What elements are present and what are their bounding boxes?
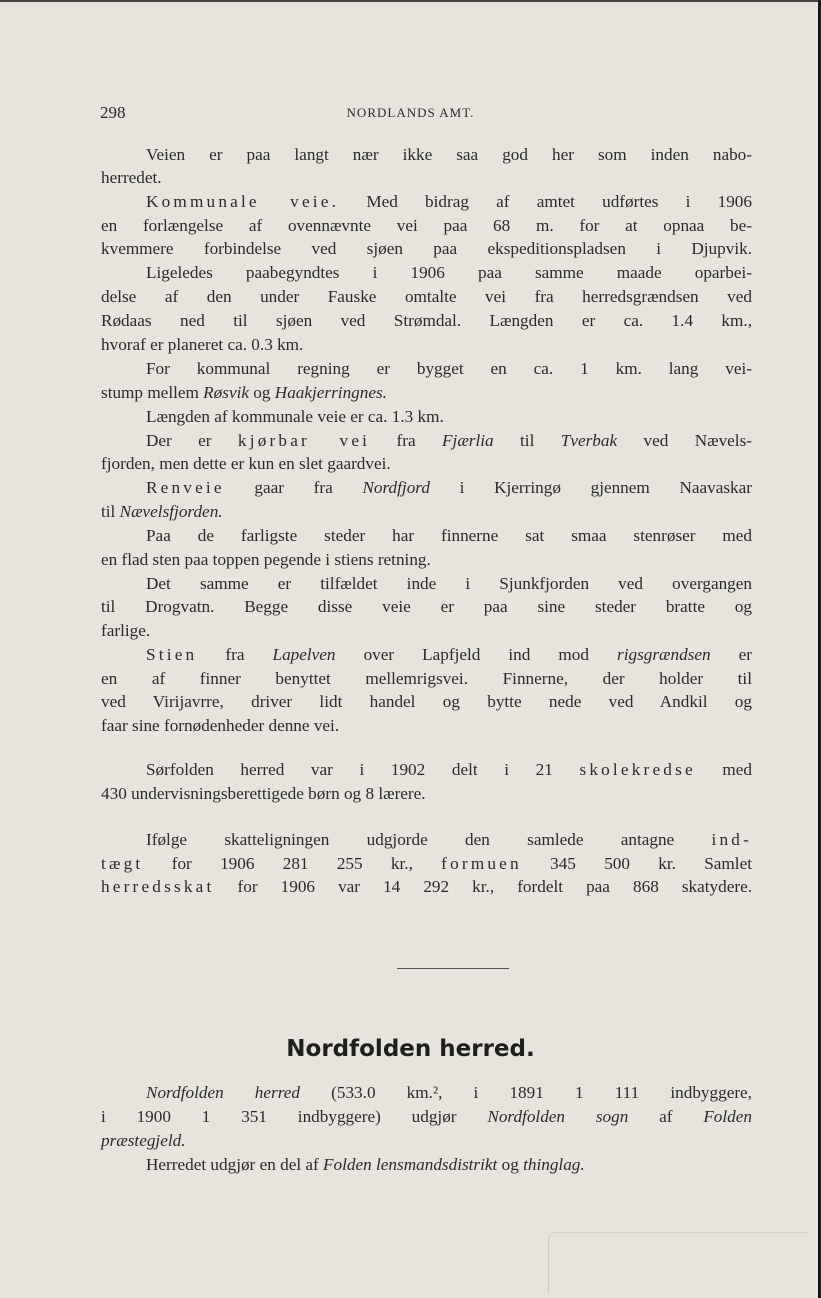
text-line (146, 573, 752, 595)
text-segment: og (249, 383, 275, 402)
text-segment: Herredet udgjør en del af (146, 1155, 324, 1174)
text-segment: herredet. (101, 168, 162, 187)
text-segment: kvemmere forbindelse ved sjøen paa ekspeditionspladsen i Djupvik. (101, 239, 752, 258)
text-segment: gaar fra (224, 478, 363, 497)
italic-text: Folden (703, 1107, 752, 1126)
text-segment: 345 500 kr. Samlet (521, 854, 752, 873)
text-line (146, 406, 752, 428)
text-line (101, 691, 752, 713)
text-segment: Ligeledes paabegyndtes i 1906 paa samme maade oparbei- (146, 263, 752, 282)
text-line (146, 1082, 752, 1104)
italic-text: Haakjerringnes. (274, 383, 387, 402)
text-segment: Det samme er tilfældet inde i Sjunkfjorden ved overgangen (146, 574, 752, 593)
text-line (101, 310, 752, 332)
spaced-emphasis-text: herredsskat (101, 877, 215, 896)
spaced-emphasis-text: Stien (146, 645, 198, 664)
text-line (146, 644, 752, 666)
text-segment: til Drogvatn. Begge disse veie er paa sine steder bratte og (101, 597, 752, 616)
text-segment: For kommunal regning er bygget en ca. 1 km. lang vei- (146, 359, 752, 378)
text-segment: for 1906 var 14 292 kr., fordelt paa 868 skatydere. (214, 877, 752, 896)
text-line (146, 477, 752, 499)
section-heading: Nordfolden herred. (286, 1036, 535, 1062)
text-segment: over Lapfjeld ind mod (335, 645, 618, 664)
text-line (101, 549, 752, 571)
text-segment: og (497, 1155, 524, 1174)
text-segment: ved Virijavrre, driver lidt handel og bytte nede ved Andkil og (101, 692, 752, 711)
text-line (101, 382, 752, 404)
text-line (101, 668, 752, 690)
text-segment: til (101, 502, 120, 521)
text-line (101, 1106, 752, 1128)
text-segment: delse af den under Fauske omtalte vei fra herredsgrændsen ved (101, 287, 752, 306)
text-line (101, 453, 752, 475)
text-segment: (533.0 km.², i 1891 1 111 indbyggere, (300, 1083, 752, 1102)
italic-text: Røsvik (203, 383, 249, 402)
text-line (146, 430, 752, 452)
text-line (146, 1154, 752, 1176)
text-segment: fra (370, 431, 443, 450)
text-line (101, 286, 752, 308)
text-segment: hvoraf er planeret ca. 0.3 km. (101, 335, 304, 354)
text-segment: i Kjerringø gjennem Naavaskar (429, 478, 752, 497)
text-segment: fjorden, men dette er kun en slet gaardvei. (101, 454, 391, 473)
text-line (101, 783, 752, 805)
italic-text: Nordfjord (362, 478, 430, 497)
text-line (146, 759, 752, 781)
scan-border (0, 0, 821, 2)
text-segment: ved Nævels- (617, 431, 752, 450)
text-line (146, 358, 752, 380)
text-line (146, 144, 752, 166)
italic-text: præstegjeld. (101, 1131, 186, 1150)
text-segment: for 1906 281 255 kr., (143, 854, 442, 873)
text-line (101, 501, 752, 523)
text-segment: med (695, 760, 753, 779)
paper-crease (548, 1232, 809, 1293)
text-segment: stump mellem (101, 383, 204, 402)
text-segment: en af finner benyttet mellemrigsvei. Finnerne, der holder til (101, 669, 752, 688)
spaced-emphasis-text: Kommunale veie. (146, 192, 340, 211)
text-line (101, 238, 752, 260)
text-segment: Der er (146, 431, 238, 450)
text-segment: en flad sten paa toppen pegende i stiens retning. (101, 550, 431, 569)
text-segment: Sørfolden herred var i 1902 delt i 21 (146, 760, 580, 779)
text-segment: Med bidrag af amtet udførtes i 1906 (339, 192, 752, 211)
text-line (101, 334, 752, 356)
text-line (146, 262, 752, 284)
text-line (101, 853, 752, 875)
text-line (101, 876, 752, 898)
text-segment: er (710, 645, 753, 664)
text-line (101, 596, 752, 618)
text-segment: farlige. (101, 621, 151, 640)
text-line (101, 167, 752, 189)
italic-text: Fjærlia (442, 431, 494, 450)
italic-text: Folden lensmandsdistrikt (323, 1155, 498, 1174)
spaced-emphasis-text: ind- (711, 830, 752, 849)
text-line (101, 715, 752, 737)
spaced-emphasis-text: kjørbar vei (237, 431, 371, 450)
text-segment: Paa de farligste steder har finnerne sat smaa stenrøser med (146, 526, 752, 545)
text-segment: Veien er paa langt nær ikke saa god her som inden nabo- (146, 145, 752, 164)
page-number: 298 (100, 103, 126, 122)
text-segment: 430 undervisningsberettigede børn og 8 lærere. (101, 784, 426, 803)
section-divider (397, 968, 509, 969)
text-line (146, 525, 752, 547)
italic-text: Nævelsfjorden. (119, 502, 223, 521)
running-head: NORDLANDS AMT. (346, 105, 475, 120)
text-segment: faar sine fornødenheder denne vei. (101, 716, 340, 735)
italic-text: thinglag. (523, 1155, 585, 1174)
italic-text: Lapelven (272, 645, 336, 664)
text-segment: af (628, 1107, 704, 1126)
spaced-emphasis-text: Renveie (146, 478, 225, 497)
text-segment: til (493, 431, 561, 450)
text-line (146, 191, 752, 213)
text-line (101, 1130, 752, 1152)
italic-text: Nordfolden herred (146, 1083, 300, 1102)
text-line (146, 829, 752, 851)
spaced-emphasis-text: skolekredse (579, 760, 696, 779)
spaced-emphasis-text: formuen (441, 854, 522, 873)
spaced-emphasis-text: tægt (101, 854, 144, 873)
text-segment: Rødaas ned til sjøen ved Strømdal. Længden er ca. 1.4 km., (101, 311, 752, 330)
text-segment: en forlængelse af ovennævnte vei paa 68 m. for at opnaa be- (101, 216, 752, 235)
italic-text: Tverbak (560, 431, 618, 450)
italic-text: Nordfolden sogn (487, 1107, 629, 1126)
italic-text: rigsgrændsen (617, 645, 711, 664)
text-segment: i 1900 1 351 indbyggere) udgjør (101, 1107, 488, 1126)
text-segment: Ifølge skatteligningen udgjorde den samlede antagne (146, 830, 712, 849)
text-segment: Længden af kommunale veie er ca. 1.3 km. (146, 407, 444, 426)
text-line (101, 620, 752, 642)
text-line (101, 215, 752, 237)
text-segment: fra (197, 645, 273, 664)
